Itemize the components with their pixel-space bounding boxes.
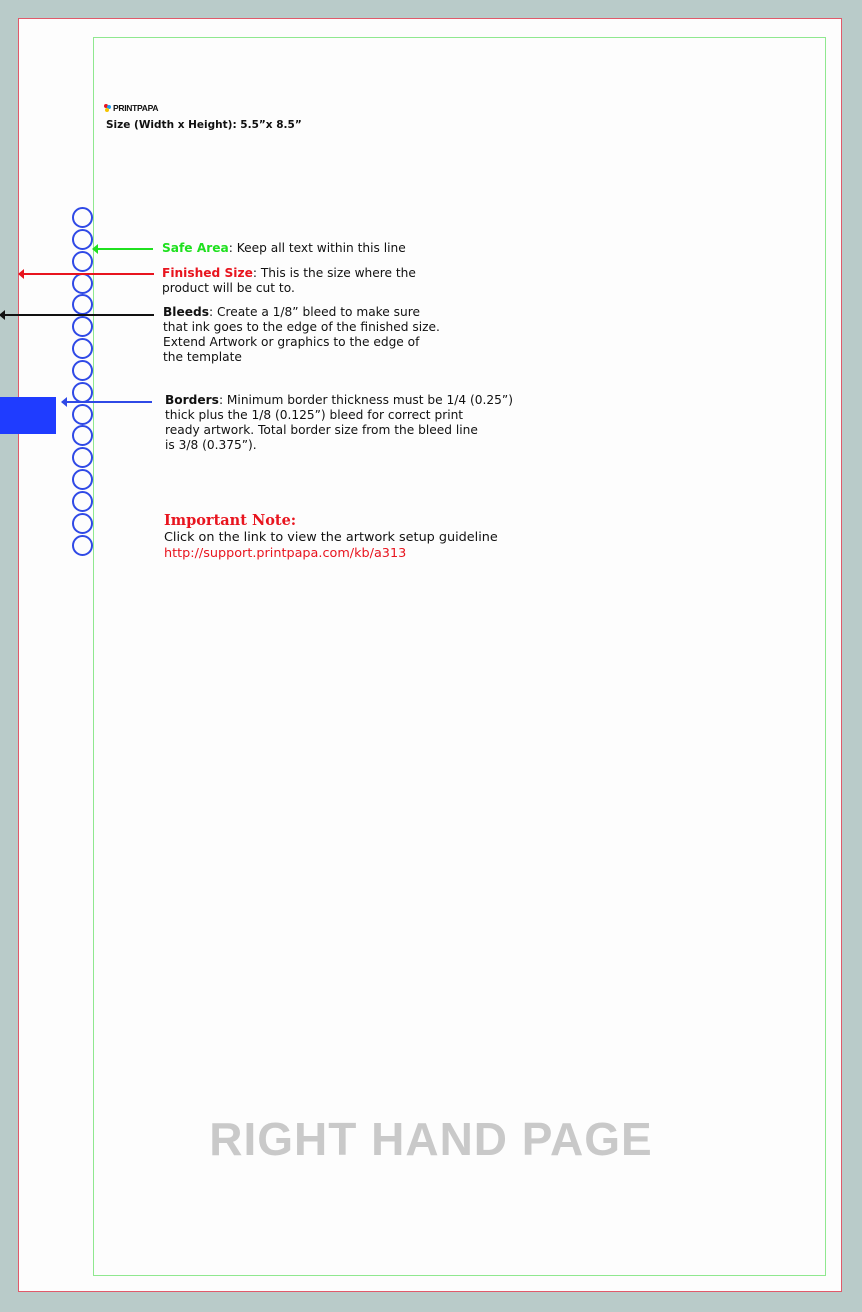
bleeds-text-4: the template: [163, 350, 242, 364]
safe-area-outline: [93, 37, 826, 1276]
bleeds-text-2: that ink goes to the edge of the finished size.: [163, 320, 440, 334]
finished-size-text-2: product will be cut to.: [162, 281, 295, 295]
binding-ring-icon: [72, 251, 93, 272]
bleeds-title: Bleeds: [163, 305, 209, 319]
bleeds-text-3: Extend Artwork or graphics to the edge of: [163, 335, 420, 349]
binding-ring-icon: [72, 469, 93, 490]
safe-area-text: : Keep all text within this line: [228, 241, 406, 255]
safe-area-arrow-icon: [93, 248, 153, 250]
binding-ring-icon: [72, 447, 93, 468]
binding-ring-icon: [72, 535, 93, 556]
binding-ring-icon: [72, 207, 93, 228]
binding-ring-icon: [72, 294, 93, 315]
safe-area-title: Safe Area: [162, 241, 229, 255]
page-side-watermark: RIGHT HAND PAGE: [209, 1113, 653, 1165]
bleeds-text-1: : Create a 1/8” bleed to make sure: [208, 305, 420, 319]
borders-arrow-icon: [62, 401, 152, 403]
binding-ring-icon: [72, 360, 93, 381]
important-note-body: Click on the link to view the artwork setup guideline: [164, 530, 498, 545]
printpapa-logo-icon: [104, 104, 112, 112]
finished-size-title: Finished Size: [162, 266, 253, 280]
binding-ring-icon: [72, 338, 93, 359]
finished-size-arrow-icon: [19, 273, 154, 275]
binding-ring-icon: [72, 404, 93, 425]
borders-text-1: : Minimum border thickness must be 1/4 (0.25”): [218, 393, 513, 407]
safe-area-note: [162, 241, 406, 256]
binding-ring-icon: [72, 382, 93, 403]
artwork-guideline-link[interactable]: http://support.printpapa.com/kb/a313: [164, 546, 407, 561]
binding-ring-icon: [72, 491, 93, 512]
printpapa-logo: [104, 103, 158, 113]
logo-text: PRINTPAPA: [113, 103, 159, 113]
size-label: Size (Width x Height): 5.5”x 8.5”: [106, 119, 302, 131]
bleeds-arrow-icon: [0, 314, 154, 316]
important-note-title: Important Note:: [164, 512, 297, 529]
finished-size-text-1: : This is the size where the: [252, 266, 416, 280]
binding-ring-icon: [72, 229, 93, 250]
borders-title: Borders: [165, 393, 219, 407]
binding-ring-icon: [72, 273, 93, 294]
binding-rings: [72, 207, 93, 557]
borders-text-4: is 3/8 (0.375”).: [165, 438, 257, 452]
border-sample-block: [0, 397, 56, 434]
borders-note: [165, 393, 513, 453]
binding-ring-icon: [72, 316, 93, 337]
binding-ring-icon: [72, 425, 93, 446]
borders-text-3: ready artwork. Total border size from the bleed line: [165, 423, 478, 437]
binding-ring-icon: [72, 513, 93, 534]
finished-size-note: [162, 266, 416, 296]
bleeds-note: [163, 305, 440, 365]
borders-text-2: thick plus the 1/8 (0.125”) bleed for correct print: [165, 408, 464, 422]
